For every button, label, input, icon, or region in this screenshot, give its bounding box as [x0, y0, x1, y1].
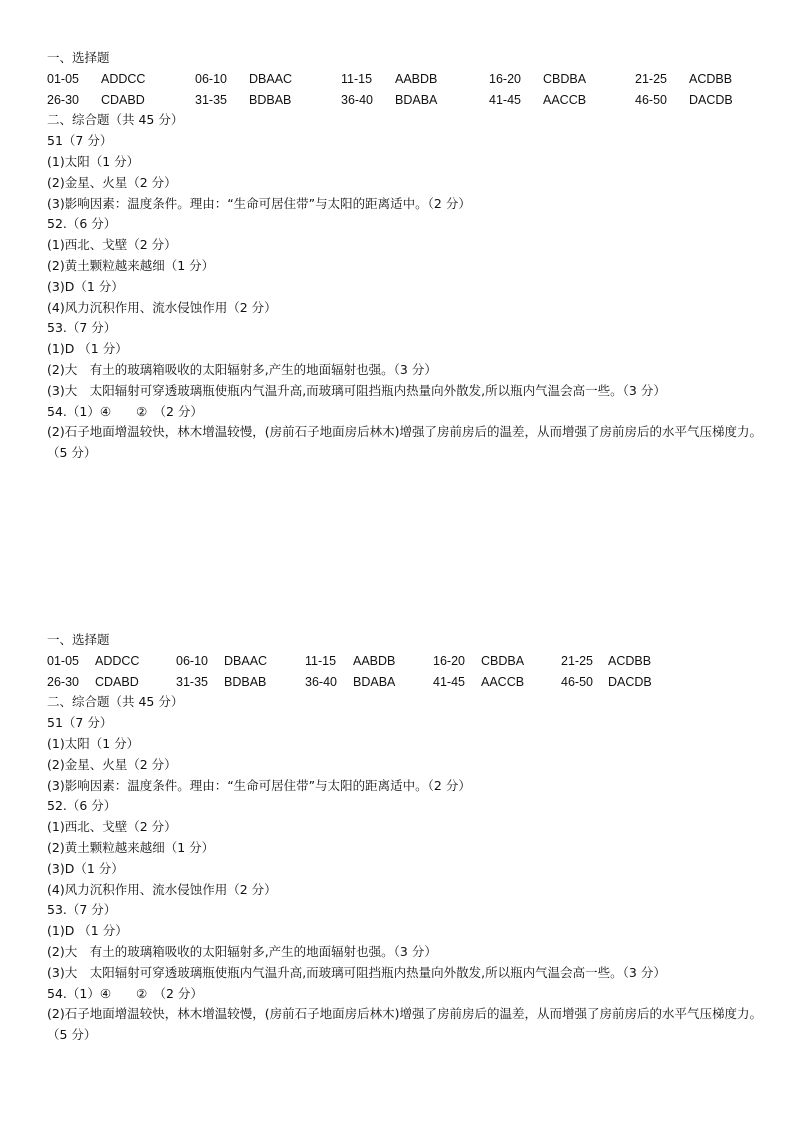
answer-line: (3)D（1 分） — [47, 278, 124, 294]
answer-range: 06-10 — [176, 653, 208, 668]
answer-letters: ADDCC — [95, 653, 140, 668]
answer-range: 41-45 — [433, 674, 465, 689]
answer-range: 31-35 — [195, 92, 227, 107]
question-heading: 53.（7 分） — [47, 902, 117, 918]
answer-letters: CDABD — [95, 674, 139, 689]
answer-range: 31-35 — [176, 674, 208, 689]
answer-letters: BDABA — [395, 92, 438, 107]
answer-row-1 — [47, 651, 767, 672]
answer-line: (2)金星、火星（2 分） — [47, 756, 177, 772]
answer-letters: DACDB — [608, 674, 652, 689]
answer-range: 41-45 — [489, 92, 521, 107]
question-heading: 52.（6 分） — [47, 216, 117, 232]
answer-letters: AABDB — [395, 71, 438, 86]
answer-range: 21-25 — [561, 653, 593, 668]
answer-range: 11-15 — [341, 71, 373, 86]
answer-letters: ACDBB — [608, 653, 652, 668]
answer-line: (2)金星、火星（2 分） — [47, 174, 177, 190]
question-heading: 52.（6 分） — [47, 798, 117, 814]
answer-range: 21-25 — [635, 71, 667, 86]
answer-letters: ADDCC — [101, 71, 146, 86]
answer-letters: DBAAC — [224, 653, 268, 668]
answer-letters: CBDBA — [543, 71, 587, 86]
answer-range: 16-20 — [489, 71, 521, 86]
section-title-choice: 一、选择题 — [47, 632, 110, 647]
answer-letters: BDBAB — [224, 674, 267, 689]
answer-range: 46-50 — [561, 674, 593, 689]
answer-line: (3)影响因素：温度条件。理由：“生命可居住带”与太阳的距离适中。（2 分） — [47, 777, 471, 793]
answer-letters: AABDB — [353, 653, 396, 668]
section-title-choice: 一、选择题 — [47, 50, 110, 65]
answer-line: (4)风力沉积作用、流水侵蚀作用（2 分） — [47, 299, 277, 315]
answer-line: (3)大 太阳辐射可穿透玻璃瓶使瓶内气温升高,而玻璃可阻挡瓶内热量向外散发,所以瓶内气温会高一些。（3 分） — [47, 964, 666, 980]
question-heading: 51（7 分） — [47, 133, 113, 149]
answer-line: (2)大 有土的玻璃箱吸收的太阳辐射多,产生的地面辐射也强。（3 分） — [47, 943, 437, 959]
answer-letters: DBAAC — [249, 71, 293, 86]
answer-line: (1)D （1 分） — [47, 923, 128, 939]
answer-letters: CDABD — [101, 92, 145, 107]
answer-range: 26-30 — [47, 674, 79, 689]
answer-line: (2)黄土颗粒越来越细（1 分） — [47, 257, 215, 273]
answer-range: 26-30 — [47, 92, 79, 107]
answer-line: (2)大 有土的玻璃箱吸收的太阳辐射多,产生的地面辐射也强。（3 分） — [47, 361, 437, 377]
section-title-comprehensive: 二、综合题（共 45 分） — [47, 112, 184, 128]
answer-letters: ACDBB — [689, 71, 733, 86]
answer-line: (3)D（1 分） — [47, 860, 124, 876]
answer-row-2 — [47, 90, 767, 111]
question-heading: 54.（1）④ ② （2 分） — [47, 985, 203, 1001]
question-heading: 51（7 分） — [47, 715, 113, 731]
answer-line: (1)太阳（1 分） — [47, 735, 140, 751]
answer-range: 11-15 — [305, 653, 337, 668]
answer-row-1 — [47, 69, 767, 90]
question-heading: 53.（7 分） — [47, 320, 117, 336]
answer-range: 16-20 — [433, 653, 465, 668]
answer-letters: AACCB — [481, 674, 525, 689]
answer-line: (2)黄土颗粒越来越细（1 分） — [47, 839, 215, 855]
answer-line: (1)西北、戈壁（2 分） — [47, 819, 177, 835]
answer-range: 01-05 — [47, 71, 79, 86]
answer-range: 01-05 — [47, 653, 79, 668]
answer-letters: DACDB — [689, 92, 733, 107]
answer-letters: CBDBA — [481, 653, 525, 668]
answer-line: (3)影响因素：温度条件。理由：“生命可居住带”与太阳的距离适中。（2 分） — [47, 195, 471, 211]
question-heading: 54.（1）④ ② （2 分） — [47, 403, 203, 419]
answer-range: 06-10 — [195, 71, 227, 86]
answer-line: (4)风力沉积作用、流水侵蚀作用（2 分） — [47, 881, 277, 897]
answer-line: (3)大 太阳辐射可穿透玻璃瓶使瓶内气温升高,而玻璃可阻挡瓶内热量向外散发,所以瓶内气温会高一些。（3 分） — [47, 382, 666, 398]
section-title-comprehensive: 二、综合题（共 45 分） — [47, 694, 184, 710]
answer-letters: AACCB — [543, 92, 587, 107]
answer-range: 36-40 — [305, 674, 337, 689]
answer-line: (1)太阳（1 分） — [47, 153, 140, 169]
answer-range: 46-50 — [635, 92, 667, 107]
answer-paragraph: (2)石子地面增温较快，林木增温较慢，(房前石子地面房后林木)增强了房前房后的温差，从而增强了房前房后的水平气压梯度力。（5 分） — [47, 1006, 762, 1043]
answer-line: (1)D （1 分） — [47, 341, 128, 357]
answer-row-2 — [47, 672, 767, 693]
answer-paragraph: (2)石子地面增温较快，林木增温较慢，(房前石子地面房后林木)增强了房前房后的温差，从而增强了房前房后的水平气压梯度力。（5 分） — [47, 424, 762, 461]
answer-letters: BDBAB — [249, 92, 292, 107]
answer-range: 36-40 — [341, 92, 373, 107]
answer-line: (1)西北、戈壁（2 分） — [47, 237, 177, 253]
answer-letters: BDABA — [353, 674, 396, 689]
answer-key-copy-1 — [47, 48, 767, 464]
answer-key-copy-2 — [47, 630, 767, 1046]
